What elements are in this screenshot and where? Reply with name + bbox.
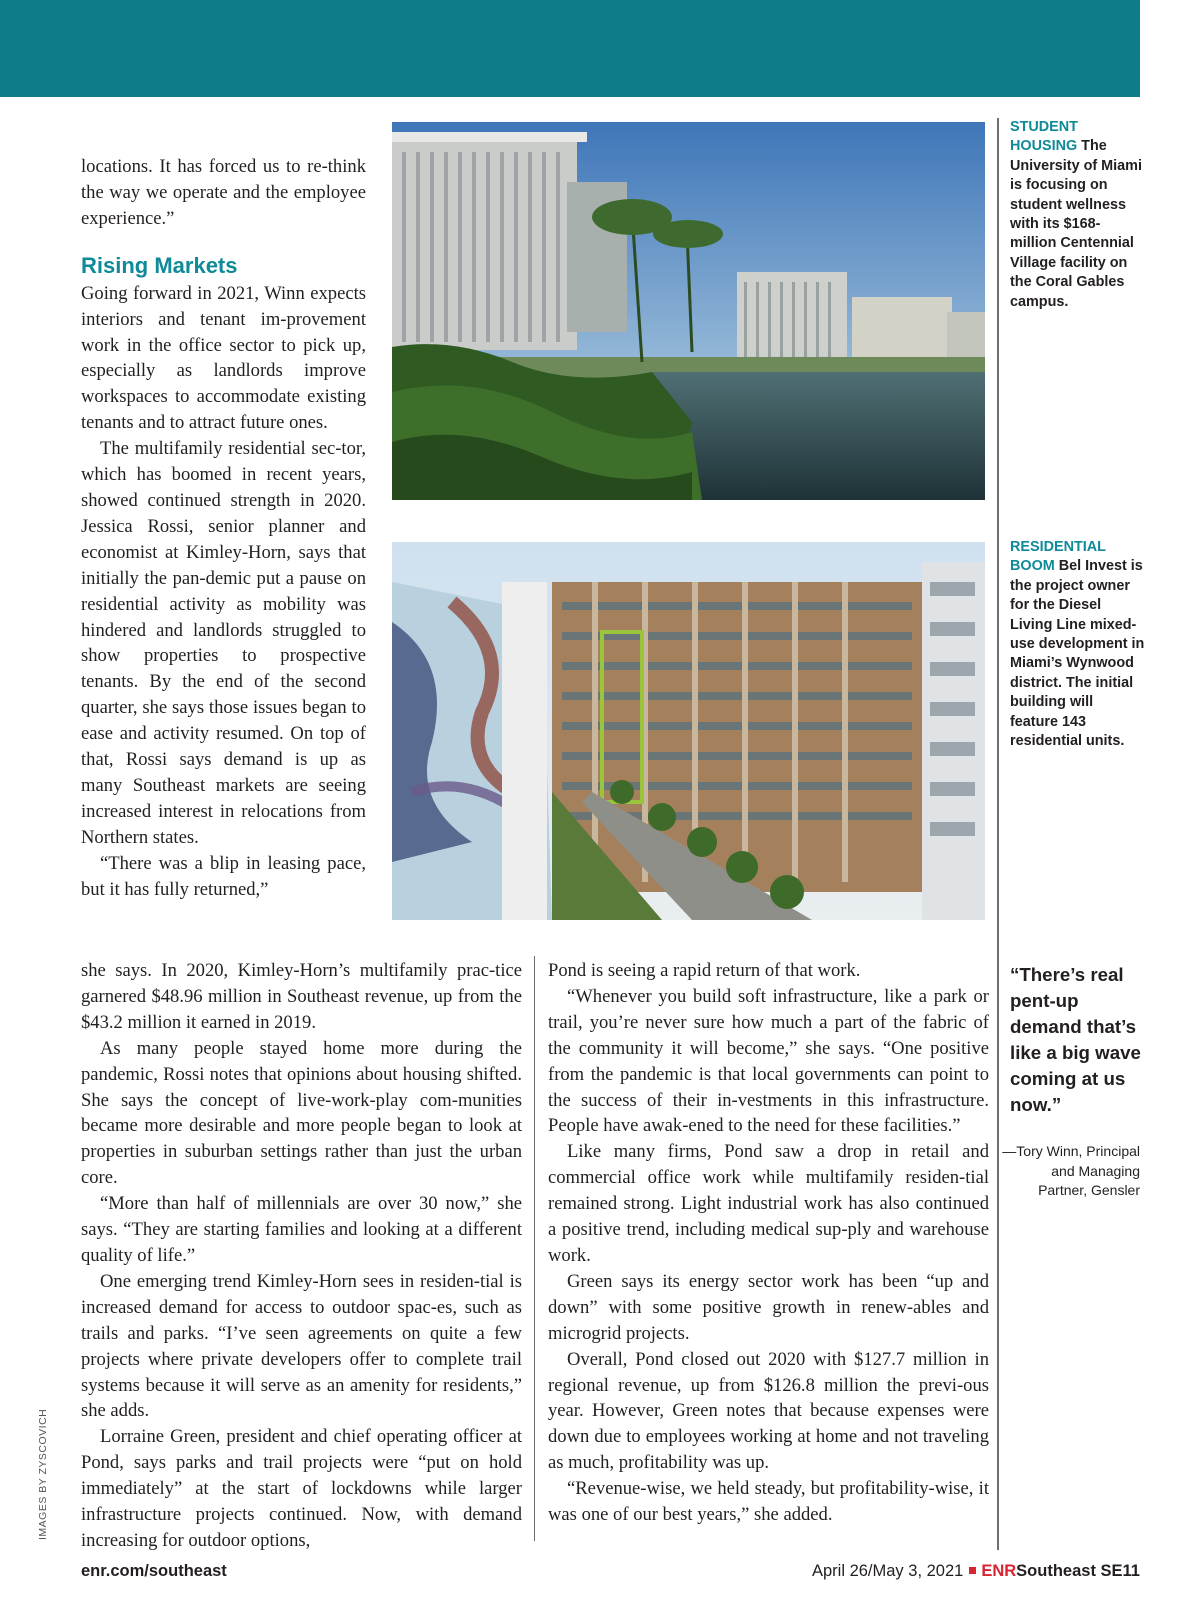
footer-brand: ENR: [981, 1562, 1017, 1580]
footer-square-icon: [969, 1567, 976, 1574]
footer-page-number: SE11: [1100, 1562, 1140, 1580]
body-paragraph: The multifamily residential sec-tor, which has boomed in recent years, showed continued strength in 2020. Jessica Rossi, senior planner and economist at Kimley-Horn, says that initially the pan-demic put a pause on residential activity as mobility was hindered and landlords struggled to show properties to prospective tenants. By the end of the second quarter, she says those issues began to ease and activity resumed. On top of that, Rossi says demand is up as many Southeast markets are seeing increased interest in relocations from Northern states.: [81, 438, 366, 848]
body-paragraph: “Whenever you build soft infrastructure, like a park or trail, you’re never sure how much a part of the fabric of the community it will become,” she says. “One positive from the pandemic is that local governments can point to the success of their in-vestments in this infrastructure. People have awak-ened to the need for these facilities.”: [548, 985, 989, 1137]
body-paragraph: Green says its energy sector work has been “up and down” with some positive growth in renew-ables and microgrid projects.: [548, 1270, 989, 1344]
body-paragraph: “More than half of millennials are over 30 now,” she says. “They are starting families and looking at a different quality of life.”: [81, 1193, 522, 1266]
footer-brand-region: Southeast: [1016, 1562, 1096, 1580]
header-color-band: [0, 0, 1140, 97]
caption-text: Bel Invest is the project owner for the Diesel Living Line mixed-use development in Miami’s Wynwood district. The initial building will feature 143 residential units.: [1010, 558, 1145, 750]
sidebar-rule: [997, 118, 999, 1550]
body-paragraph: Lorraine Green, president and chief operating officer at Pond, says parks and trail projects were “put on hold immediately” at the start of lockdowns while larger infrastructure projects continued. Now, with demand increasing for outdoor options,: [81, 1426, 522, 1551]
caption-kicker: RESIDENTIAL BOOM: [1010, 539, 1106, 575]
footer-url: enr.com/southeast: [81, 1562, 227, 1580]
column-rule: [534, 956, 535, 1541]
body-paragraph: Overall, Pond closed out 2020 with $127.7 million in regional revenue, up from $126.8 million the previ-ous year. However, Green notes that because expenses were down due to employees working at home and not traveling as much, profitability was up.: [548, 1348, 989, 1474]
body-paragraph: locations. It has forced us to re-think the way we operate and the employee experience.”: [81, 156, 366, 229]
caption-kicker: STUDENT HOUSING: [1010, 119, 1078, 155]
body-paragraph: Going forward in 2021, Winn expects interiors and tenant im-provement work in the office sector to pick up, especially as landlords improve workspaces to accommodate existing tenants and to attract future ones.: [81, 282, 366, 434]
body-paragraph: Pond is seeing a rapid return of that work.: [548, 960, 861, 981]
image-credit: IMAGES BY ZYSCOVICH: [37, 1408, 49, 1540]
article-column-left-top: [81, 154, 366, 902]
pull-quote: “There’s real pent-up demand that’s like a big wave coming at us now.”: [1010, 964, 1141, 1115]
footer-folio: [812, 1562, 1140, 1581]
body-paragraph: One emerging trend Kimley-Horn sees in residen-tial is increased demand for access to outdoor spac-es, such as trails and parks. “I’ve seen agreements on quite a few projects where private developers offer to complete trail systems because it will serve as an amenity for residents,” she adds.: [81, 1270, 522, 1422]
body-paragraph: As many people stayed home more during the pandemic, Rossi notes that opinions about housing shifted. She says the concept of live-work-play com-munities became more desirable and more people began to look at properties in suburban settings rather than just the urban core.: [81, 1037, 522, 1189]
body-paragraph: “Revenue-wise, we held steady, but profitability-wise, it was one of our best years,” she added.: [548, 1478, 989, 1526]
footer-date: April 26/May 3, 2021: [811, 1562, 964, 1580]
caption-text: The University of Miami is focusing on student wellness with its $168-million Centennial Village facility on the Coral Gables campus.: [1010, 138, 1142, 310]
body-paragraph: Like many firms, Pond saw a drop in retail and commercial office work while multifamily residen-tial remained strong. Light industrial work has also continued a positive trend, including medical sup-ply and warehouse work.: [548, 1141, 989, 1266]
article-column-left-bottom: [81, 958, 522, 1554]
body-paragraph: she says. In 2020, Kimley-Horn’s multifamily prac-tice garnered $48.96 million in Southeast revenue, up from the $43.2 million it earned in 2019.: [81, 960, 522, 1033]
body-paragraph: “There was a blip in leasing pace, but it has fully returned,”: [81, 852, 366, 900]
section-heading: Rising Markets: [81, 252, 238, 278]
caption-residential-boom: [1010, 538, 1145, 751]
pull-quote-attribution: —Tory Winn, Principal and Managing Partner, Gensler: [1002, 1143, 1140, 1198]
residential-boom-photo: [392, 542, 985, 920]
article-column-right: [548, 958, 989, 1528]
student-housing-photo: [392, 122, 985, 500]
caption-student-housing: [1010, 118, 1145, 312]
